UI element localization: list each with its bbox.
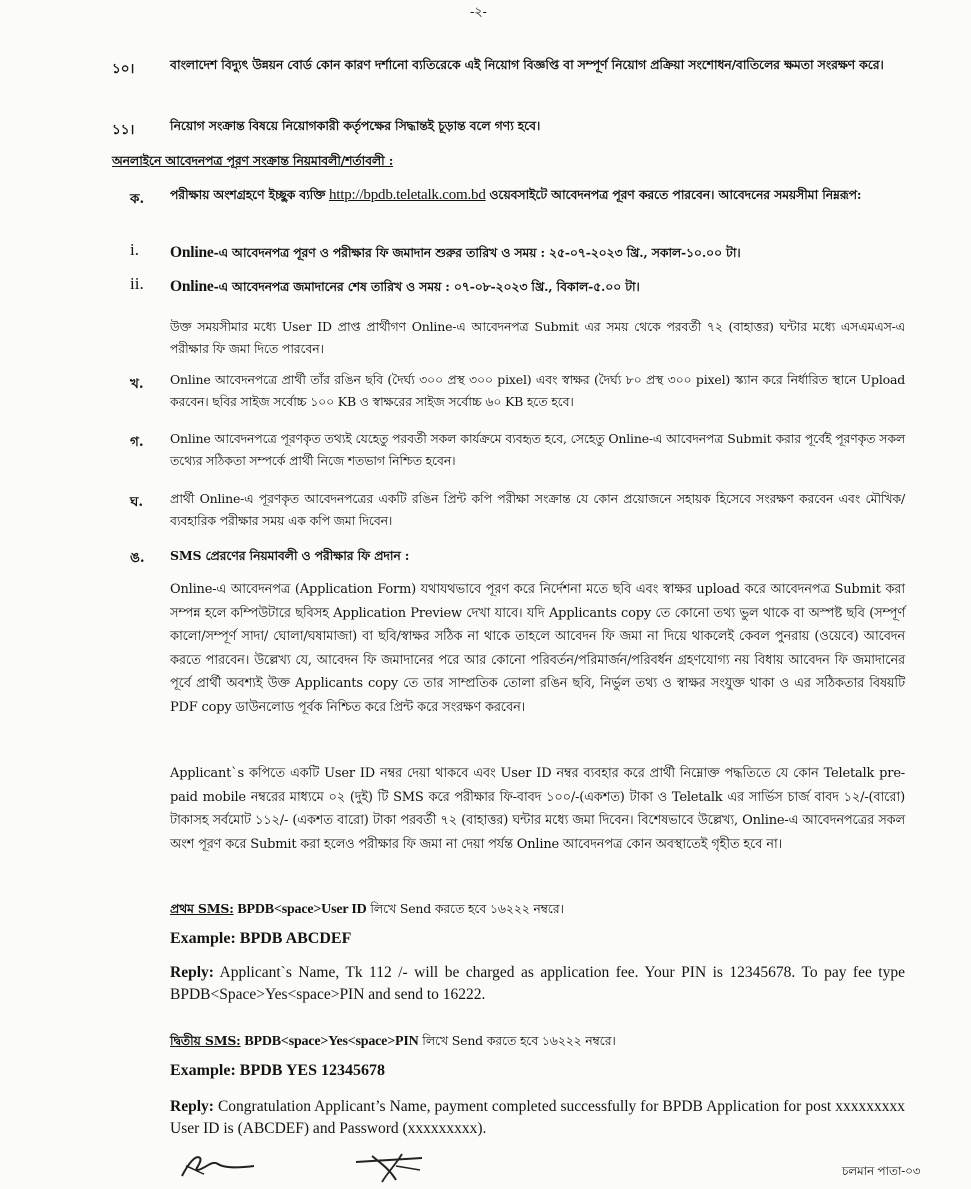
sms1-line (170, 898, 905, 921)
item-i-body: -এ আবেদনপত্র পূরণ ও পরীক্ষার ফি জমাদান শুরুর তারিখ ও সময় : ২৫-০৭-২০২৩ খ্রি., সকাল-১০.০০ টা। (213, 245, 741, 260)
sms1-suffix: লিখে Send করতে হবে ১৬২২২ নম্বরে। (370, 901, 564, 916)
sms1-example: Example: BPDB ABCDEF (170, 930, 352, 947)
sms1-reply-text: Applicant`s Name, Tk 112 /- will be charged as application fee. Your PIN is 12345678. To pay fee type BPDB<Space>Yes<space>PIN and send to 16222. (170, 964, 905, 1003)
footer-continue: চলমান পাতা-০৩ (842, 1164, 921, 1178)
item-ka-lead: পরীক্ষায় অংশগ্রহণে ইচ্ছুক ব্যক্তি (170, 187, 326, 202)
sms2-suffix: লিখে Send করতে হবে ১৬২২২ নম্বরে। (422, 1033, 616, 1048)
item-ka-text (170, 184, 905, 206)
sms2-reply-label: Reply: (170, 1098, 214, 1115)
section-heading: অনলাইনে আবেদনপত্র পূরণ সংক্রান্ত নিয়মাবলী/শর্তাবলী : (112, 153, 394, 168)
item-ga-label: গ. (130, 434, 144, 450)
item-ii-body: -এ আবেদনপত্র জমাদানের শেষ তারিখ ও সময় : ০৭-০৮-২০২৩ খ্রি., বিকাল-৫.০০ টা। (213, 279, 640, 294)
item-ii-text (170, 276, 905, 298)
item-i-text (170, 242, 905, 264)
item-ii-lead: Online (170, 278, 214, 295)
signature-right (352, 1150, 432, 1186)
item-kha-text: Online আবেদনপত্রে প্রার্থী তাঁর রঙিন ছবি (দৈর্ঘ্য ৩০০ প্রস্থ ৩০০ pixel) এবং স্বাক্ষর (দৈর্ঘ্য ৮০ প্রস্থ ৩০০ pixel) স্ক্যান করে নির্ধারিত স্থানে Upload করবেন। ছবির সাইজ সর্বোচ্চ ১০০ KB ও স্বাক্ষরের সাইজ সর্বোচ্চ ৬০ KB হতে হবে। (170, 372, 905, 409)
sms2-command: BPDB<space>Yes<space>PIN (244, 1034, 419, 1049)
sms2-line (170, 1030, 905, 1053)
item-ka-label: ক. (130, 191, 145, 207)
teletalk-link[interactable]: http://bpdb.teletalk.com.bd (328, 187, 486, 203)
item-ka-tail: ওয়েবসাইটে আবেদনপত্র পূরণ করতে পারবেন। আবেদনের সময়সীমা নিম্নরূপ: (489, 187, 862, 202)
clause-11-number: ১১। (112, 122, 135, 138)
note-after-ii: উক্ত সময়সীমার মধ্যে User ID প্রাপ্ত প্রার্থীগণ Online-এ আবেদনপত্র Submit এর সময় থেকে পরবর্তী ৭২ (বাহাত্তর) ঘন্টার মধ্যে এসএমএস-এ পরীক্ষার ফি জমা দিতে পারবেন। (170, 319, 905, 356)
signature-left (178, 1146, 258, 1182)
item-uma-label: ঙ. (130, 550, 145, 566)
item-gha-text: প্রার্থী Online-এ পূরণকৃত আবেদনপত্রের একটি রঙিন প্রিন্ট কপি পরীক্ষা সংক্রান্ত যে কোন প্রয়োজনে সহায়ক হিসেবে সংরক্ষণ করবেন এবং মৌখিক/ব্যবহারিক পরীক্ষার সময় এক কপি জমা দিবেন। (170, 491, 905, 528)
sms1-label: প্রথম SMS: (170, 901, 234, 916)
sms2-label: দ্বিতীয় SMS: (170, 1033, 241, 1048)
item-ii-label: ii. (130, 274, 144, 293)
sms2-reply-text: Congratulation Applicant’s Name, payment completed successfully for BPDB Application for post xxxxxxxxx User ID is (ABCDEF) and Password (xxxxxxxxx). (170, 1098, 905, 1137)
sms1-reply-label: Reply: (170, 964, 214, 981)
clause-11-text: নিয়োগ সংক্রান্ত বিষয়ে নিয়োগকারী কর্তৃপক্ষের সিদ্ধান্তই চূড়ান্ত বলে গণ্য হবে। (170, 118, 541, 133)
item-i-label: i. (130, 240, 139, 259)
item-i-lead: Online (170, 244, 214, 261)
clause-10-number: ১০। (112, 61, 135, 77)
sms1-reply (170, 962, 905, 1006)
item-kha-label: খ. (130, 376, 144, 392)
item-uma-heading: SMS প্রেরণের নিয়মাবলী ও পরীক্ষার ফি প্রদান : (170, 548, 410, 563)
sms2-example: Example: BPDB YES 12345678 (170, 1062, 385, 1079)
item-gha-label: ঘ. (130, 494, 144, 510)
item-ga-text: Online আবেদনপত্রে পূরণকৃত তথ্যই যেহেতু পরবর্তী সকল কার্যক্রমে ব্যবহৃত হবে, সেহেতু Online-এ আবেদনপত্র Submit করার পূর্বেই পূরণকৃত সকল তথ্যের সঠিকতা সম্পর্কে প্রার্থী নিজে শতভাগ নিশ্চিত হবেন। (170, 431, 905, 468)
sms1-command: BPDB<space>User ID (237, 902, 367, 917)
item-uma-para2: Applicant`s কপিতে একটি User ID নম্বর দেয়া থাকবে এবং User ID নম্বর ব্যবহার করে প্রার্থী নিম্নোক্ত পদ্ধতিতে যে কোন Teletalk pre-paid mobile নম্বরের মাধ্যমে ০২ (দুই) টি SMS করে পরীক্ষার ফি-বাবদ ১০০/-(একশত) টাকা ও Teletalk এর সার্ভিস চার্জ বাবদ ১২/-(বারো) টাকাসহ সর্বমোট ১১২/- (একশত বারো) টাকা পরবর্তী ৭২ (বাহাত্তর) ঘন্টার মধ্যে জমা দিবেন। বিশেষভাবে উল্লেখ্য, Online-এ আবেদনপত্রের সকল অংশ পূরণ করে Submit করা হলেও পরীক্ষার ফি জমা না দেয়া পর্যন্ত Online আবেদনপত্র কোন অবস্থাতেই গৃহীত হবে না। (170, 766, 905, 852)
item-uma-para1: Online-এ আবেদনপত্র (Application Form) যথাযথভাবে পূরণ করে নির্দেশনা মতে ছবি এবং স্বাক্ষর upload করে আবেদনপত্র Submit করা সম্পন্ন হলে কম্পিউটারে ছবিসহ Application Preview দেখা যাবে। যদি Applicants copy তে কোনো তথ্য ভুল থাকে বা অস্পষ্ট ছবি (সম্পূর্ণ কালো/সম্পূর্ণ সাদা/ ঘোলা/ঘষামাজা) বা ছবি/স্বাক্ষর সঠিক না থাকে তাহলে আবেদন ফি জমা না দিয়ে থাকলেই কেবল পুনরায় (ওয়েবে) আবেদন করতে পারবেন। উল্লেখ্য যে, আবেদন ফি জমাদানের পরে আর কোনো পরিবর্তন/পরিমার্জন/পরিবর্ধন গ্রহণযোগ্য নয় বিধায় আবেদন ফি জমাদানের পূর্বে প্রার্থী অবশ্যই উক্ত Applicants copy তে তার সাম্প্রতিক তোলা রঙিন ছবি, নির্ভুল তথ্য ও স্বাক্ষর সংযুক্ত থাকা ও এর সঠিকতার বিষয়টি PDF copy ডাউনলোড পূর্বক নিশ্চিত করে প্রিন্ট করে সংরক্ষণ করবেন। (170, 582, 905, 715)
sms2-reply (170, 1096, 905, 1140)
clause-10-text: বাংলাদেশ বিদ্যুৎ উন্নয়ন বোর্ড কোন কারণ দর্শানো ব্যতিরেকে এই নিয়োগ বিজ্ঞপ্তি বা সম্পূর্ণ নিয়োগ প্রক্রিয়া সংশোধন/বাতিলের ক্ষমতা সংরক্ষণ করে। (170, 57, 884, 72)
page-number: -২- (470, 5, 487, 20)
